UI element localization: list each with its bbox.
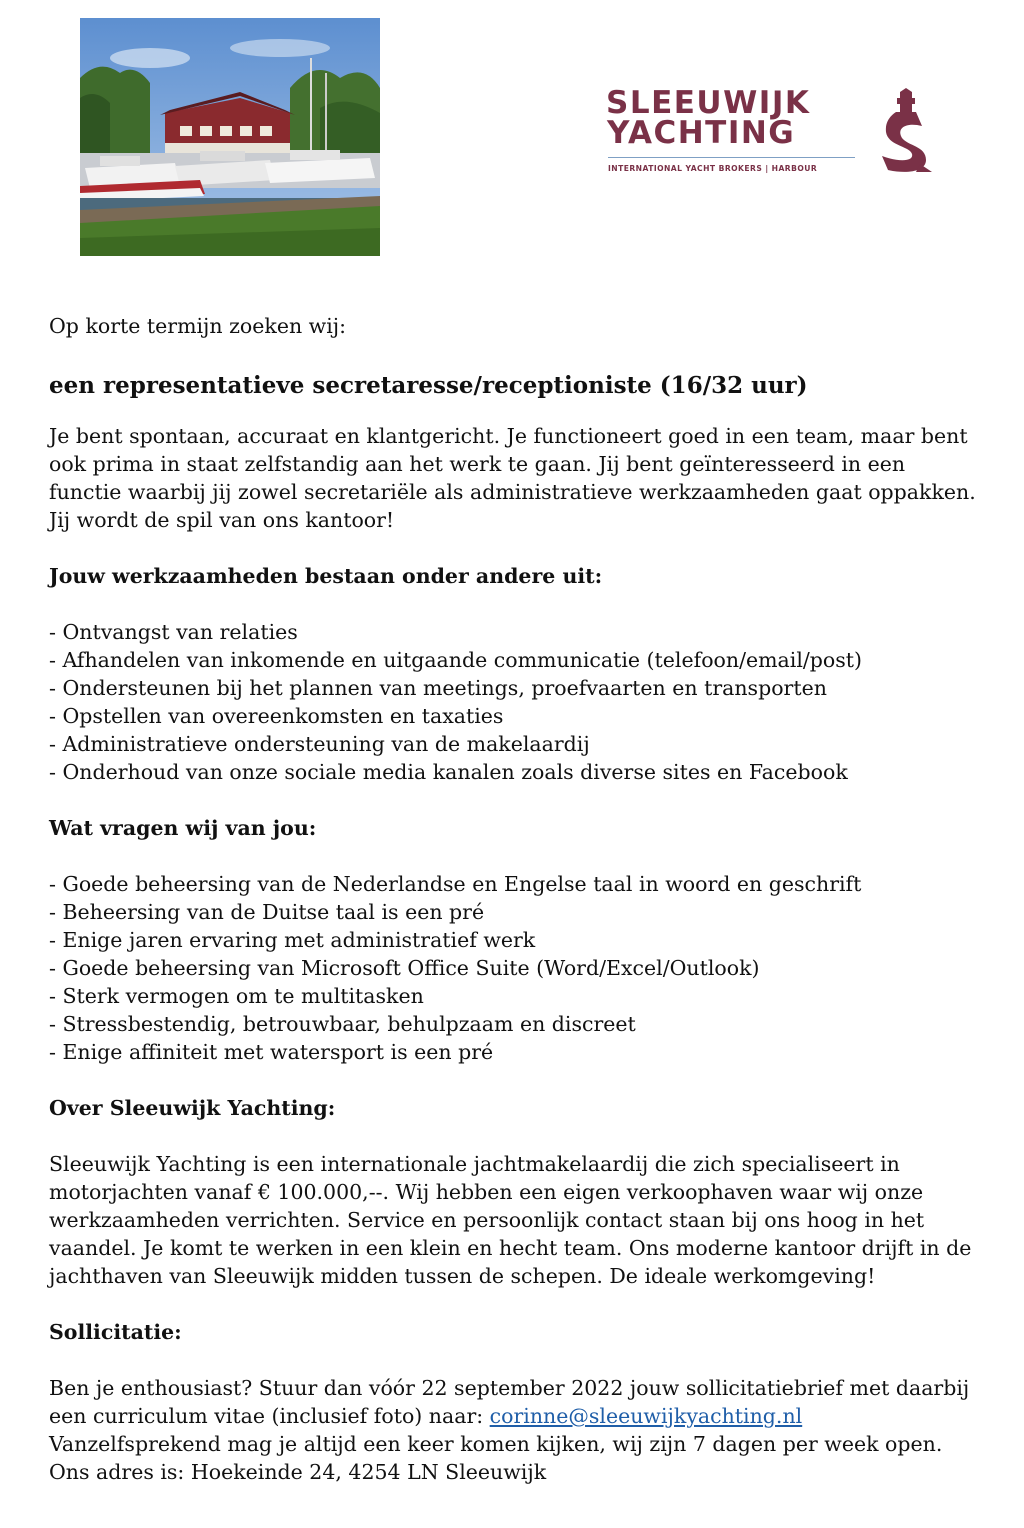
requirements-heading: Wat vragen wij van jou: (49, 816, 317, 840)
job-title: een representatieve secretaresse/receptioniste (16/32 uur) (49, 372, 808, 399)
vacancy-text (49, 312, 979, 1486)
logo-line-1: SLEEUWIJK (606, 85, 811, 121)
about-text: Sleeuwijk Yachting is een internationale jachtmakelaardij die zich specialiseert in motorjachten vanaf € 100.000,--. Wij hebben een eigen verkoophaven waar wij onze werkzaamheden verrichten. Service en persoonlijk contact staan bij ons hoog in het vaandel. Je komt te werken in een klein en hecht team. Ons moderne kantoor drijft in de jachthaven van Sleeuwijk midden tussen de schepen. De ideale werkomgeving! (49, 1152, 972, 1288)
logo-divider (608, 157, 855, 158)
list-item: - Enige affiniteit met watersport is een pré (49, 1040, 494, 1064)
logo-tagline: INTERNATIONAL YACHT BROKERS | HARBOUR (608, 164, 818, 173)
job-description: Je bent spontaan, accuraat en klantgericht. Je functioneert goed in een team, maar bent ook prima in staat zelfstandig aan het werk te gaan. Jij bent geïnteresseerd in een functie waarbij jij zowel secretariële als administratieve werkzaamheden gaat oppakken. Jij wordt de spil van ons kantoor! (49, 424, 976, 532)
duties-heading: Jouw werkzaamheden bestaan onder andere uit: (49, 564, 603, 588)
list-item: - Opstellen van overeenkomsten en taxaties (49, 704, 504, 728)
sleeuwijk-yachting-logo (600, 84, 940, 180)
visit-line: Vanzelfsprekend mag je altijd een keer komen kijken, wij zijn 7 dagen per week open. (49, 1432, 943, 1456)
requirements-list (49, 870, 979, 1066)
list-item: - Sterk vermogen om te multitasken (49, 984, 424, 1008)
lighthouse-s-icon (876, 86, 936, 174)
application-instructions: Ben je enthousiast? Stuur dan vóór 22 september 2022 jouw sollicitatiebrief met daarbij een curriculum vitae (inclusief foto) naar: (49, 1376, 970, 1428)
logo-line-2: YACHTING (607, 115, 796, 151)
address-line: Ons adres is: Hoekeinde 24, 4254 LN Sleeuwijk (49, 1460, 547, 1484)
list-item: - Administratieve ondersteuning van de makelaardij (49, 732, 590, 756)
duties-list (49, 618, 979, 786)
harbour-photo (80, 18, 380, 256)
logo-wordmark (606, 85, 811, 151)
list-item: - Goede beheersing van de Nederlandse en Engelse taal in woord en geschrift (49, 872, 862, 896)
list-item: - Enige jaren ervaring met administratief werk (49, 928, 536, 952)
list-item: - Stressbestendig, betrouwbaar, behulpzaam en discreet (49, 1012, 636, 1036)
email-link[interactable]: corinne@sleeuwijkyachting.nl (489, 1404, 803, 1428)
about-heading: Over Sleeuwijk Yachting: (49, 1096, 336, 1120)
list-item: - Onderhoud van onze sociale media kanalen zoals diverse sites en Facebook (49, 760, 848, 784)
list-item: - Ontvangst van relaties (49, 620, 298, 644)
application-heading: Sollicitatie: (49, 1320, 182, 1344)
list-item: - Beheersing van de Duitse taal is een pré (49, 900, 485, 924)
list-item: - Ondersteunen bij het plannen van meetings, proefvaarten en transporten (49, 676, 827, 700)
application-text (49, 1374, 979, 1430)
list-item: - Afhandelen van inkomende en uitgaande communicatie (telefoon/email/post) (49, 648, 863, 672)
intro-line: Op korte termijn zoeken wij: (49, 314, 347, 338)
list-item: - Goede beheersing van Microsoft Office Suite (Word/Excel/Outlook) (49, 956, 760, 980)
